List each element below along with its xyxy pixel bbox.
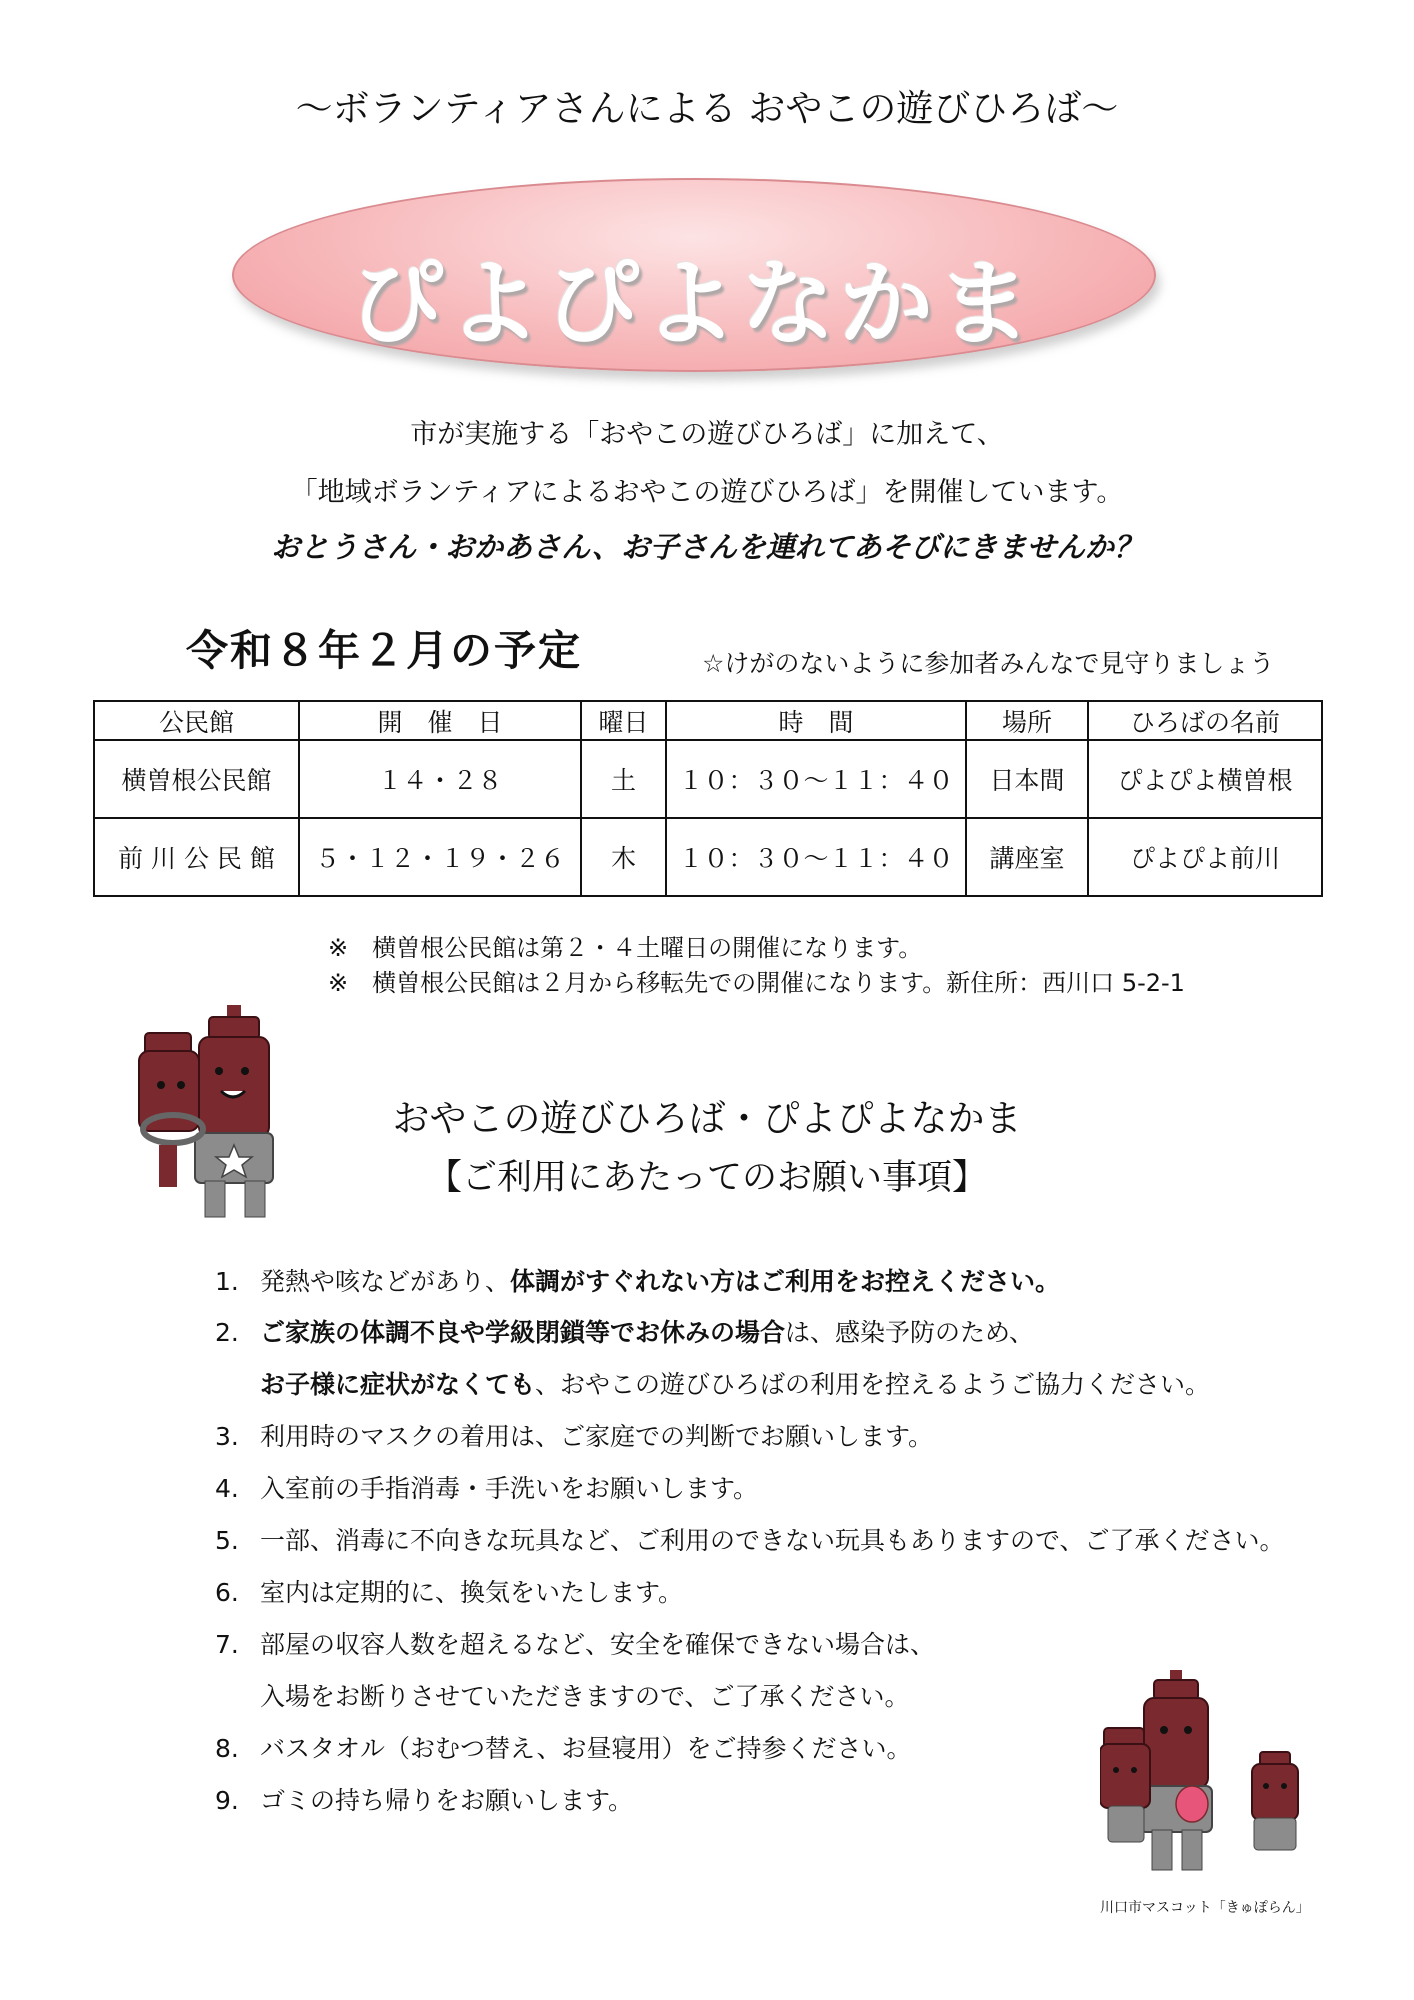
usage-rule: [215, 1625, 935, 1661]
rule-text: 、おやこの遊びひろばの利用を控えるようご協力ください。: [535, 1370, 1211, 1399]
table-cell: ぴよぴよ横曽根: [1088, 740, 1322, 818]
usage-rule: [215, 1469, 758, 1505]
usage-rule: [215, 1313, 1034, 1349]
table-cell: 日本間: [966, 740, 1088, 818]
usage-rule: [215, 1729, 912, 1765]
table-cell: １０：３０～１１：４０: [666, 818, 966, 896]
rule-text: 室内は定期的に、換気をいたします。: [260, 1578, 684, 1607]
table-cell: 横曽根公民館: [94, 740, 299, 818]
rule-number: 7.: [215, 1630, 239, 1659]
usage-rule: [260, 1365, 1210, 1401]
rule-text: 入室前の手指消毒・手洗いをお願いします。: [260, 1474, 759, 1503]
rule-number: 2.: [215, 1318, 239, 1347]
subtitle: ～ボランティアさんによる おやこの遊びひろば～: [295, 87, 1119, 130]
column-header: 開 催 日: [299, 701, 581, 740]
rule-number: 1.: [215, 1267, 239, 1296]
mascot-caption: 川口市マスコット「きゅぽらん」: [1100, 1900, 1310, 1916]
rule-number: 4.: [215, 1474, 239, 1503]
rule-text: は、感染予防のため、: [785, 1318, 1035, 1347]
rule-text-emphasis: お子様に症状がなくても: [260, 1370, 536, 1399]
rule-text-emphasis: ご家族の体調不良や学級閉鎖等でお休みの場合: [260, 1318, 786, 1347]
mascot-kyuporan-icon: [135, 1005, 295, 1220]
rule-text: 部屋の収容人数を超えるなど、安全を確保できない場合は、: [260, 1630, 936, 1659]
table-cell: １４・２８: [299, 740, 581, 818]
schedule-table: [93, 700, 1323, 897]
usage-title: おやこの遊びひろば・ぴよぴよなかま: [392, 1097, 1022, 1140]
rule-text-emphasis: 体調がすぐれない方はご利用をお控えください。: [510, 1267, 1061, 1296]
schedule-note: ※ 横曽根公民館は２月から移転先での開催になります。新住所：西川口 5-2-1: [328, 969, 1185, 997]
usage-subtitle: 【ご利用にあたってのお願い事項】: [426, 1158, 987, 1198]
invitation-text: おとうさん・おかあさん、お子さんを連れてあそびにきませんか？: [271, 530, 1143, 564]
rule-number: 3.: [215, 1422, 239, 1451]
rule-text: 一部、消毒に不向きな玩具など、ご利用のできない玩具もありますので、ご了承ください。: [260, 1526, 1285, 1555]
safety-note: ☆けがのないように参加者みんなで見守りましょう: [702, 649, 1275, 678]
rule-text: 発熱や咳などがあり、: [260, 1267, 511, 1296]
column-header: 場所: [966, 701, 1088, 740]
table-cell: ５・１２・１９・２６: [299, 818, 581, 896]
table-row: [94, 740, 1322, 818]
page-title: ぴよぴよなかま: [348, 250, 1035, 359]
mascot-family-icon: [1100, 1670, 1325, 1875]
rule-text: 利用時のマスクの着用は、ご家庭での判断でお願いします。: [260, 1422, 934, 1451]
table-header-row: [94, 701, 1322, 740]
table-cell: 講座室: [966, 818, 1088, 896]
usage-rule: [260, 1677, 910, 1713]
usage-rule: [215, 1417, 933, 1453]
rule-text: 入場をお断りさせていただきますので、ご了承ください。: [260, 1682, 910, 1711]
rule-number: 5.: [215, 1526, 239, 1555]
rule-number: 8.: [215, 1734, 239, 1763]
usage-rule: [215, 1262, 1060, 1298]
table-cell: １０：３０～１１：４０: [666, 740, 966, 818]
column-header: 時 間: [666, 701, 966, 740]
table-cell: 前 川 公 民 館: [94, 818, 299, 896]
column-header: 公民館: [94, 701, 299, 740]
column-header: 曜日: [581, 701, 666, 740]
table-row: [94, 818, 1322, 896]
rule-text: バスタオル（おむつ替え、お昼寝用）をご持参ください。: [260, 1734, 912, 1763]
rule-number: 6.: [215, 1578, 239, 1607]
intro-line-1: 市が実施する「おやこの遊びひろば」に加えて、: [410, 419, 1004, 450]
table-cell: ぴよぴよ前川: [1088, 818, 1322, 896]
usage-rule: [215, 1573, 683, 1609]
column-header: ひろばの名前: [1088, 701, 1322, 740]
schedule-note: ※ 横曽根公民館は第２・４土曜日の開催になります。: [328, 934, 923, 962]
intro-line-2: 「地域ボランティアによるおやこの遊びひろば」を開催しています。: [290, 477, 1124, 508]
schedule-heading: 令和８年２月の予定: [186, 626, 583, 675]
usage-rule: [215, 1781, 633, 1817]
table-cell: 土: [581, 740, 666, 818]
rule-number: 9.: [215, 1786, 239, 1815]
table-cell: 木: [581, 818, 666, 896]
usage-rule: [215, 1521, 1285, 1557]
rule-text: ゴミの持ち帰りをお願いします。: [260, 1786, 634, 1815]
